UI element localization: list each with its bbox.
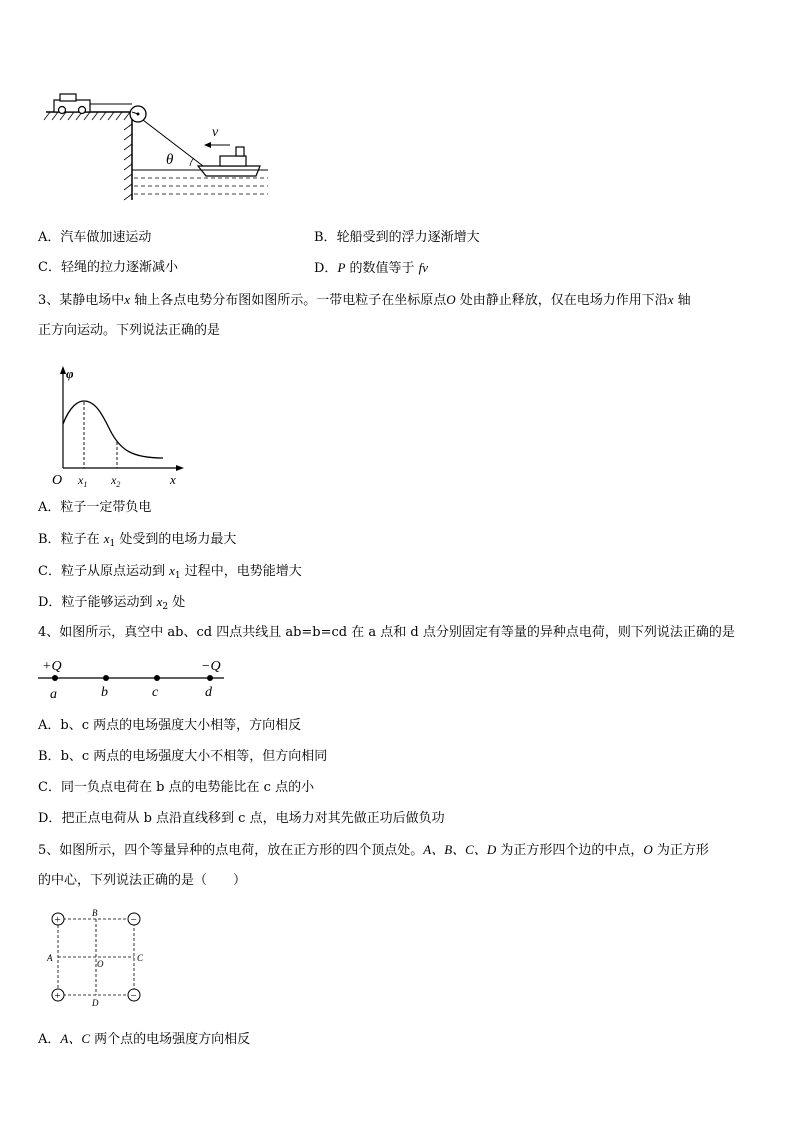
- q3-option-a: A．粒子一定带负电: [38, 500, 152, 515]
- theta-label: θ: [166, 152, 174, 168]
- q4-option-d: D．把正点电荷从 b 点沿直线移到 c 点，电场力对其先做正功后做负功: [38, 811, 445, 826]
- q3-stem-line2: 正方向运动。下列说法正确的是: [38, 323, 221, 338]
- point-d-label: d: [205, 685, 212, 700]
- square-charges-figure: [44, 908, 154, 1008]
- q3-option-c: C．粒子从原点运动到 $x_1$ 过程中，电势能增大: [38, 563, 302, 581]
- svg-text:+: +: [54, 990, 61, 1002]
- svg-text:+: +: [54, 914, 61, 926]
- point-b-label: b: [101, 685, 108, 700]
- point-d-label: D: [92, 998, 99, 1008]
- q2-option-b: B．轮船受到的浮力逐渐增大: [314, 230, 480, 245]
- q5-stem-line1: 5、如图所示，四个等量异种的点电荷，放在正方形的四个顶点处。A、B、C、D 为正方形四个边的中点，O 为正方形: [38, 842, 709, 858]
- q5-stem-line2: 的中心，下列说法正确的是（ ）: [38, 873, 247, 888]
- charge-bottom-left: [52, 989, 64, 1002]
- q2-option-d: D．P 的数值等于 fv: [314, 260, 429, 276]
- potential-graph: [48, 364, 188, 490]
- minus-q-label: −Q: [201, 659, 221, 674]
- plus-q-label: +Q: [42, 659, 62, 674]
- q3-option-d: D．粒子能够运动到 $x_2$ 处: [38, 594, 186, 612]
- q3-stem-line1: 3、某静电场中x 轴上各点电势分布图如图所示。一带电粒子在坐标原点O 处由静止释放，仅在电场力作用下沿x 轴: [38, 292, 691, 308]
- svg-text:−: −: [130, 914, 137, 926]
- charge-bottom-right: [128, 989, 140, 1002]
- velocity-label: v: [212, 125, 219, 140]
- q5-option-a: A．A、C 两个点的电场强度方向相反: [38, 1031, 251, 1047]
- x2-label: $x_2$: [111, 473, 121, 489]
- point-a-label: A: [47, 953, 53, 963]
- point-a-label: a: [50, 687, 57, 702]
- origin-label: O: [52, 473, 63, 488]
- x1-label: $x_1$: [78, 473, 88, 489]
- q4-stem: 4、如图所示，真空中 ab、cd 四点共线且 ab=b=cd 在 a 点和 d 点分别固定有等量的异种点电荷，则下列说法正确的是: [38, 625, 735, 640]
- point-c-label: C: [137, 953, 144, 963]
- point-c-label: c: [152, 685, 159, 700]
- q4-option-b: B．b、c 两点的电场强度大小不相等，但方向相同: [38, 749, 328, 764]
- x-axis-label: x: [170, 472, 176, 487]
- phi-axis-label: φ: [66, 366, 74, 381]
- charge-top-left: [52, 913, 64, 926]
- point-b-label: B: [92, 908, 98, 918]
- q2-option-a: A．汽车做加速运动: [38, 230, 152, 245]
- svg-text:−: −: [130, 990, 137, 1002]
- charge-top-right: [128, 913, 140, 926]
- q4-option-c: C．同一负点电荷在 b 点的电势能比在 c 点的小: [38, 780, 315, 795]
- q4-option-a: A．b、c 两点的电场强度大小相等，方向相反: [38, 718, 302, 733]
- q2-option-c: C．轻绳的拉力逐渐减小: [38, 260, 178, 275]
- car-boat-pulley-figure: [40, 90, 280, 210]
- point-o-label: O: [97, 959, 104, 969]
- q3-option-b: B．粒子在 $x_1$ 处受到的电场力最大: [38, 531, 237, 549]
- charges-line-figure: [38, 656, 238, 702]
